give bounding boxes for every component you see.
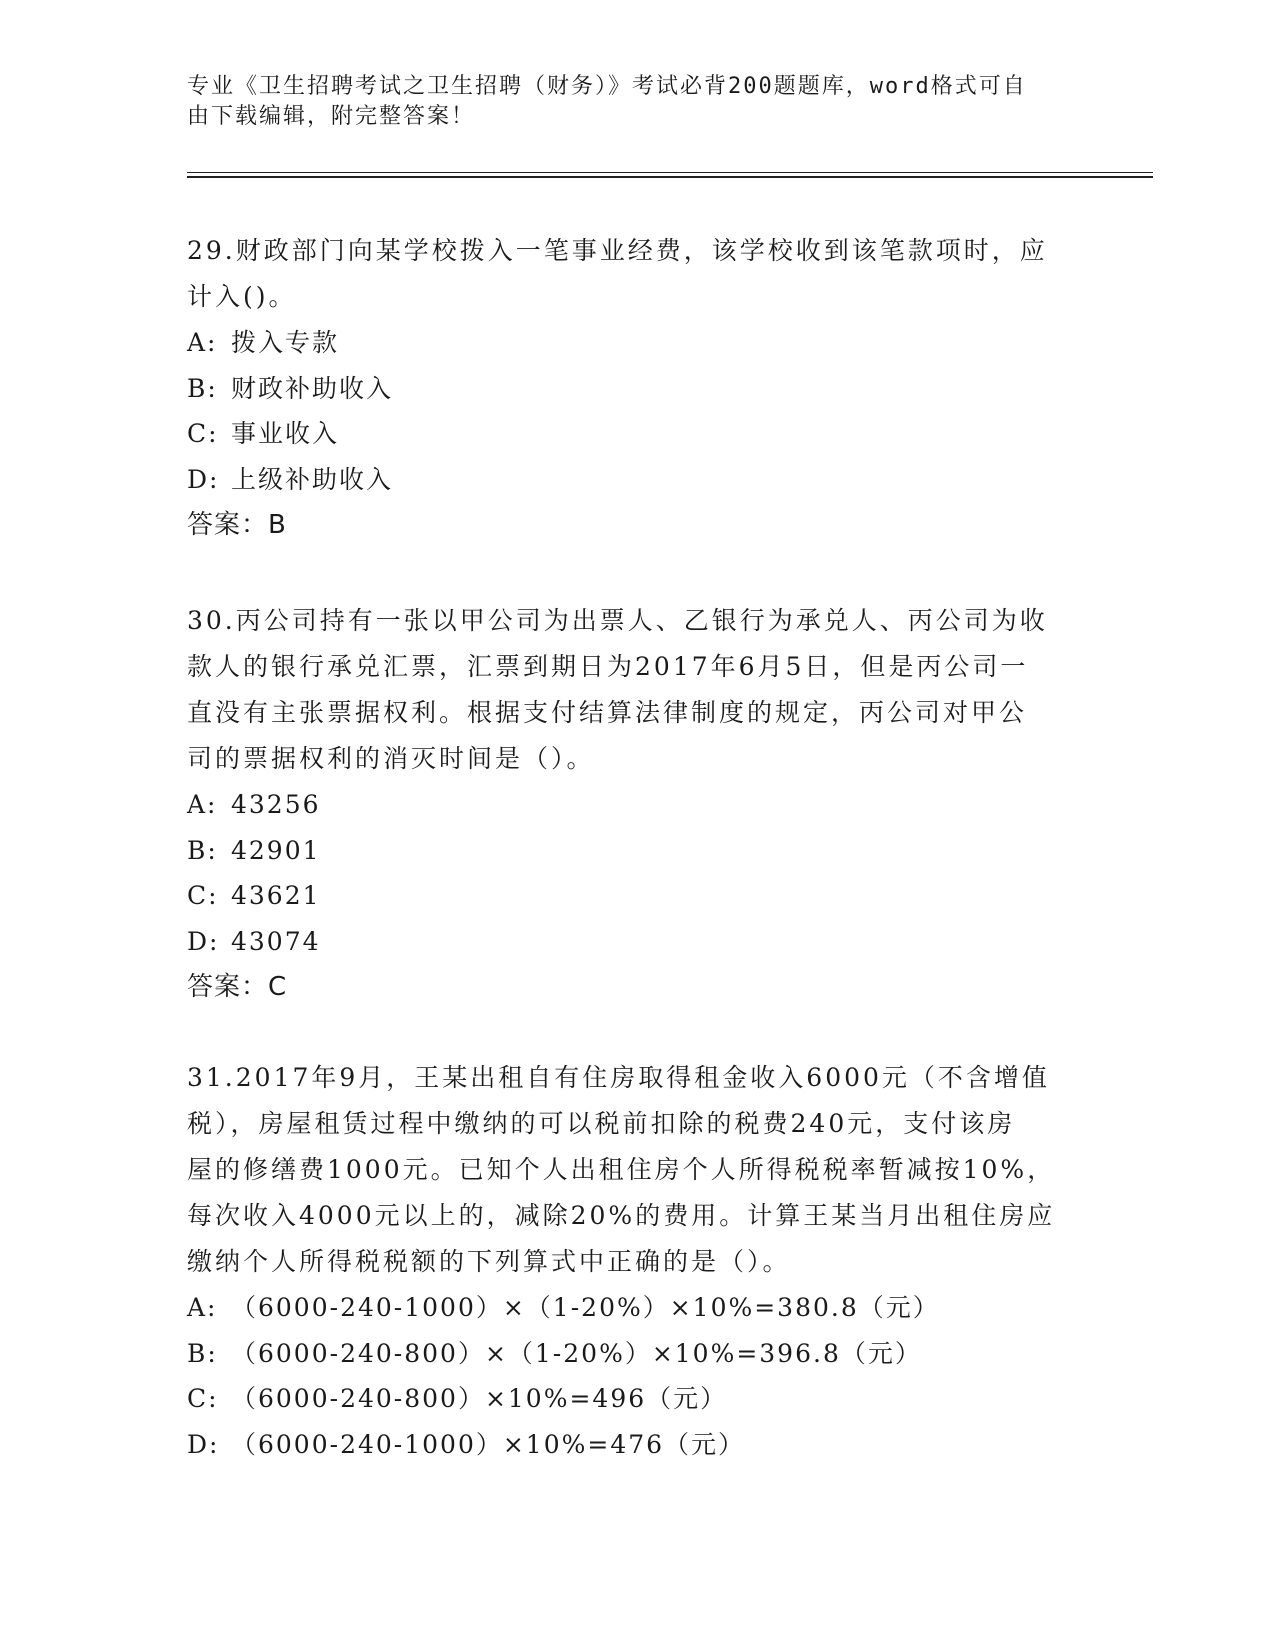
option-text: （6000-240-800）×（1-20%）×10%=396.8（元） (231, 1338, 922, 1368)
question-stem-line: 屋的修缮费1000元。已知个人出租住房个人所得税税率暂减按10%， (187, 1155, 1056, 1184)
question-stem-line: 30.丙公司持有一张以甲公司为出票人、乙银行为承兑人、丙公司为收 (187, 606, 1048, 635)
option-b (187, 366, 1087, 412)
header-line-2: 由下载编辑，附完整答案！ (187, 104, 476, 129)
option-a (187, 1285, 1087, 1331)
option-c (187, 1376, 1087, 1422)
option-text: 拨入专款 (231, 328, 340, 357)
option-label: D: (187, 1429, 220, 1459)
option-text: 42901 (231, 835, 321, 865)
answer-line: 答案：B (187, 510, 287, 540)
option-label: A: (187, 790, 218, 819)
option-label: B: (187, 835, 218, 865)
option-label: C: (187, 419, 219, 448)
document-header (187, 72, 1067, 132)
option-d (187, 1422, 1087, 1468)
question-stem-line: 缴纳个人所得税税额的下列算式中正确的是（）。 (187, 1247, 791, 1276)
question-31 (187, 1055, 1087, 1467)
option-text: 43256 (231, 790, 321, 819)
option-c (187, 411, 1087, 457)
question-stem-line: 每次收入4000元以上的，减除20%的费用。计算王某当月出租住房应 (187, 1201, 1056, 1230)
option-text: （6000-240-800）×10%=496（元） (231, 1384, 728, 1413)
option-text: 43074 (231, 926, 321, 956)
option-text: 43621 (231, 881, 321, 910)
option-label: C: (187, 881, 219, 910)
header-divider-thin (187, 172, 1153, 173)
option-text: 财政补助收入 (231, 373, 394, 403)
question-stem-line: 29.财政部门向某学校拨入一笔事业经费，该学校收到该笔款项时，应 (187, 236, 1048, 265)
answer-line: 答案：C (187, 972, 288, 1002)
header-divider-thick (187, 176, 1153, 178)
option-label: B: (187, 1338, 218, 1368)
option-d (187, 919, 1087, 965)
question-stem-line: 31.2017年9月，王某出租自有住房取得租金收入6000元（不含增值 (187, 1063, 1050, 1092)
option-text: （6000-240-1000）×10%=476（元） (231, 1429, 746, 1459)
option-b (187, 1331, 1087, 1377)
option-b (187, 828, 1087, 874)
option-label: B: (187, 373, 218, 403)
question-30 (187, 598, 1087, 1010)
option-label: C: (187, 1384, 219, 1413)
question-stem-line: 计入()。 (187, 282, 297, 311)
option-text: （6000-240-1000）×（1-20%）×10%=380.8（元） (231, 1293, 940, 1322)
option-label: D: (187, 464, 220, 494)
option-a (187, 320, 1087, 366)
option-label: D: (187, 926, 220, 956)
option-c (187, 873, 1087, 919)
option-text: 上级补助收入 (231, 464, 394, 494)
question-stem-line: 司的票据权利的消灭时间是（）。 (187, 744, 595, 773)
option-a (187, 782, 1087, 828)
option-label: A: (187, 1293, 218, 1322)
question-29 (187, 228, 1087, 548)
question-stem-line: 税），房屋租赁过程中缴纳的可以税前扣除的税费240元，支付该房 (187, 1109, 1016, 1138)
header-line-1: 专业《卫生招聘考试之卫生招聘（财务）》考试必背200题题库，word格式可自 (187, 74, 1027, 99)
question-stem-line: 直没有主张票据权利。根据支付结算法律制度的规定，丙公司对甲公 (187, 698, 1028, 727)
option-d (187, 457, 1087, 503)
option-text: 事业收入 (231, 419, 340, 448)
question-stem-line: 款人的银行承兑汇票，汇票到期日为2017年6月5日，但是丙公司一 (187, 652, 1029, 681)
option-label: A: (187, 328, 218, 357)
